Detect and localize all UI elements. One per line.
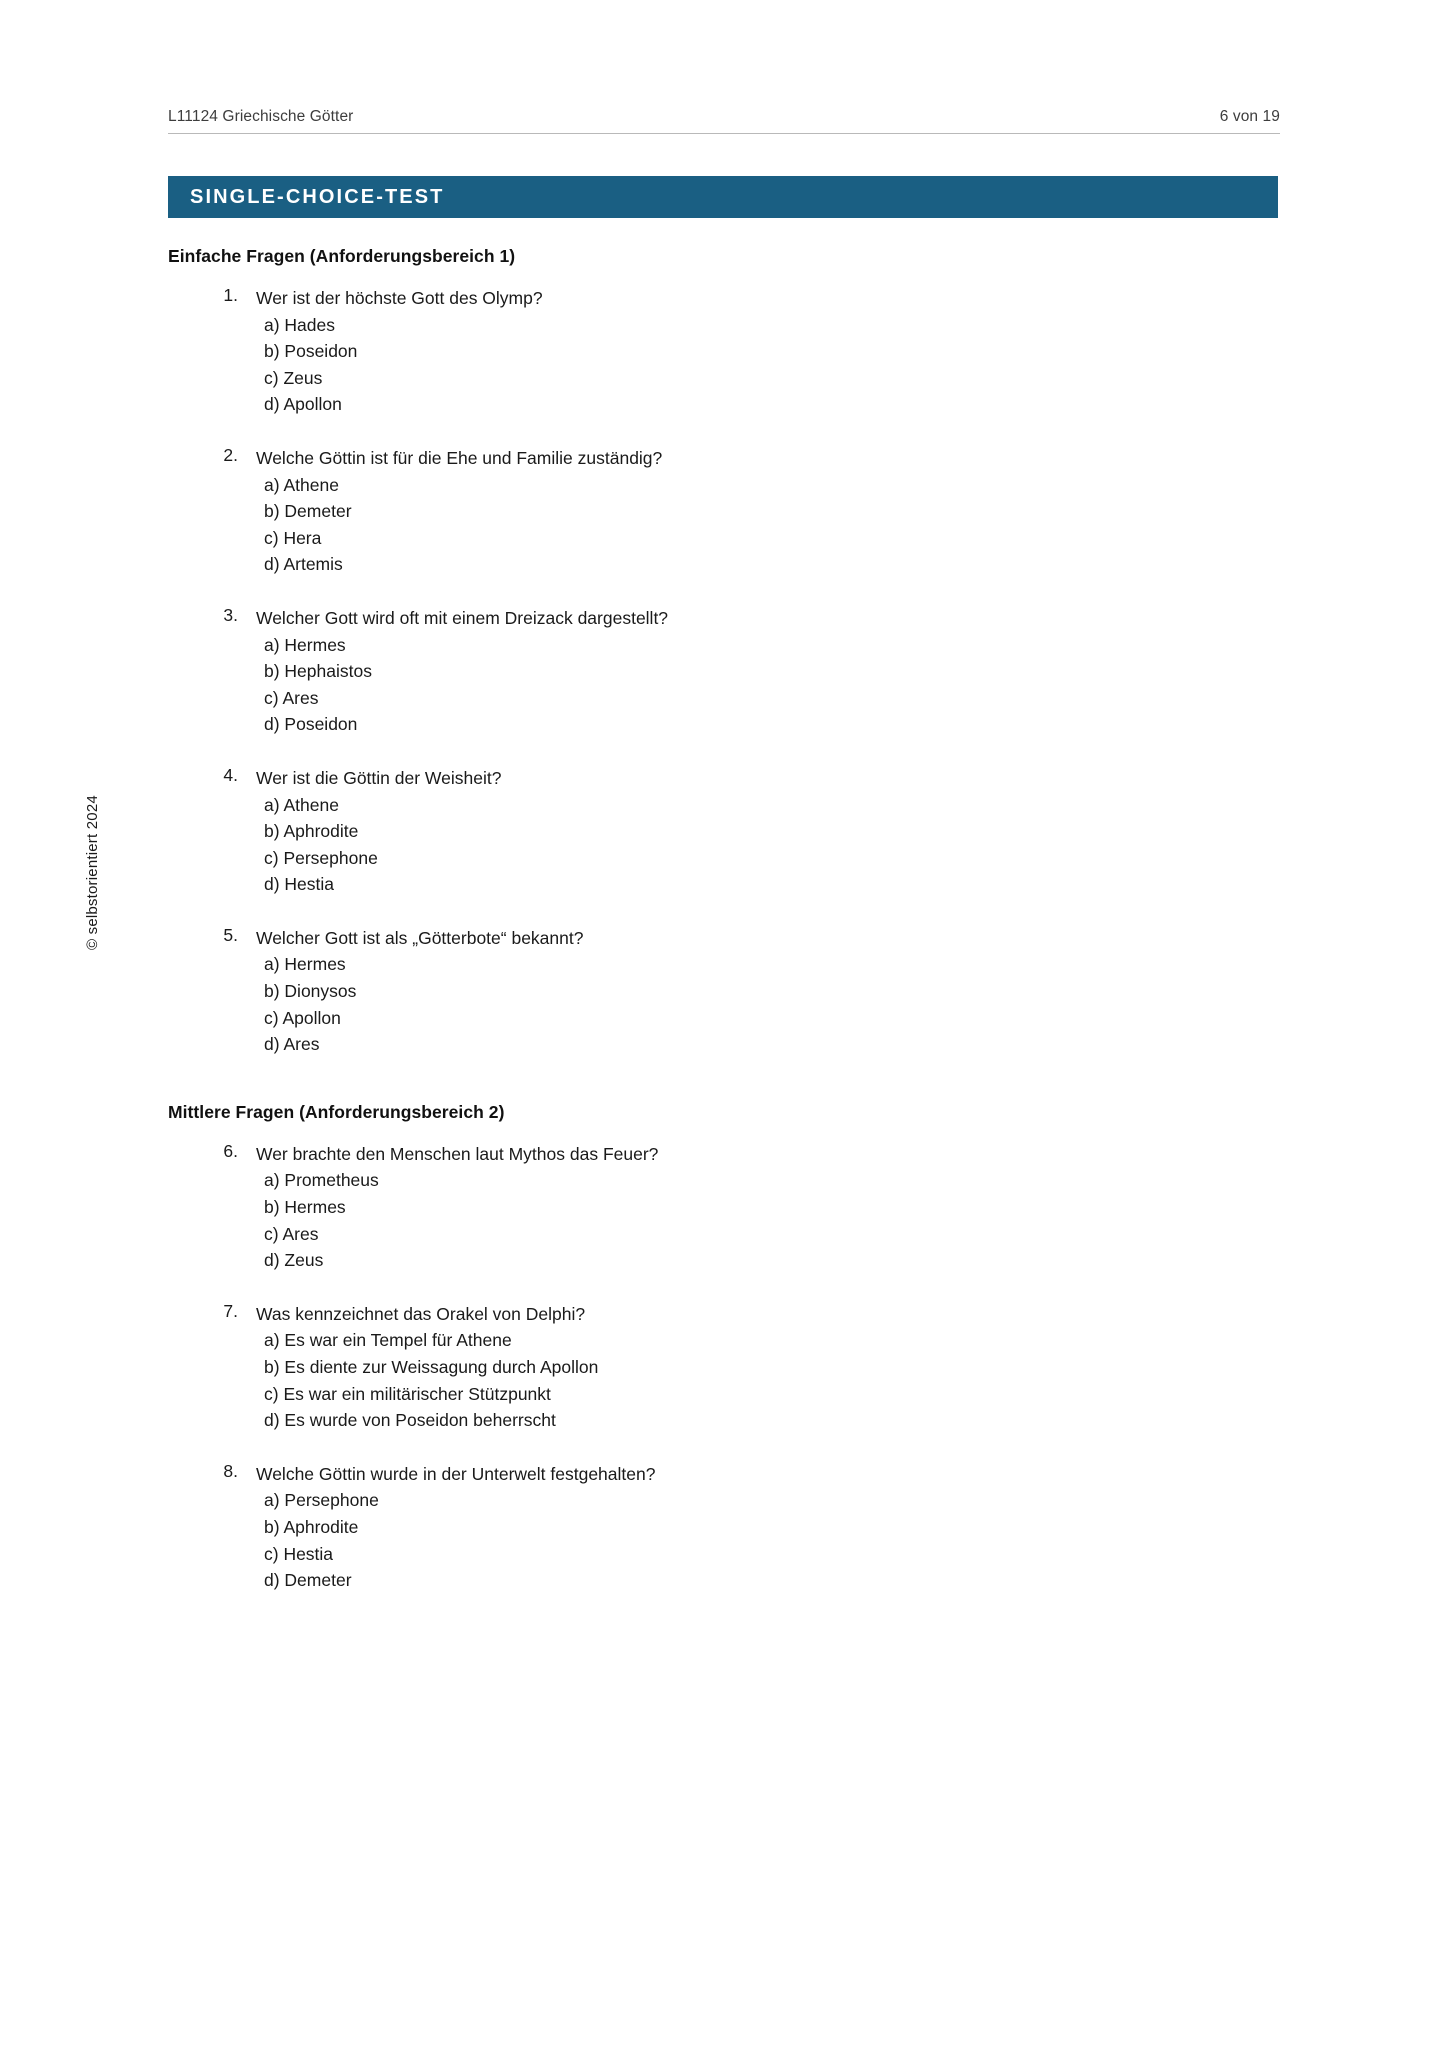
copyright-notice: © selbstorientiert 2024 xyxy=(84,795,101,950)
option-item[interactable]: b) Poseidon xyxy=(264,341,358,362)
page-header xyxy=(168,108,1280,134)
option-item[interactable]: c) Persephone xyxy=(264,847,378,868)
option-item[interactable]: c) Ares xyxy=(264,687,319,708)
question-text: Welche Göttin wurde in der Unterwelt festgehalten? xyxy=(256,1463,656,1484)
question-item xyxy=(168,445,1298,578)
option-item[interactable]: a) Persephone xyxy=(264,1490,379,1511)
option-list xyxy=(256,1327,1298,1433)
option-list xyxy=(256,1487,1298,1593)
option-item[interactable]: c) Zeus xyxy=(264,367,323,388)
question-item xyxy=(168,765,1298,898)
question-number: 1. xyxy=(223,285,238,305)
document-content xyxy=(168,246,1298,1621)
option-item[interactable]: b) Es diente zur Weissagung durch Apollon xyxy=(264,1357,599,1377)
question-number: 4. xyxy=(223,764,238,785)
question-text: Was kennzeichnet das Orakel von Delphi? xyxy=(256,1303,586,1324)
option-item[interactable]: b) Aphrodite xyxy=(264,1516,359,1537)
option-list xyxy=(256,472,1298,578)
option-list xyxy=(256,792,1298,898)
section-einfache-fragen xyxy=(168,246,1298,1058)
option-item[interactable]: d) Demeter xyxy=(264,1570,352,1591)
option-item[interactable]: d) Poseidon xyxy=(264,714,358,735)
option-item[interactable]: d) Ares xyxy=(264,1034,320,1055)
section-title-bar xyxy=(168,176,1278,218)
question-number: 5. xyxy=(223,924,238,945)
option-item[interactable]: a) Prometheus xyxy=(264,1170,379,1191)
option-item[interactable]: a) Hermes xyxy=(264,954,346,975)
option-item[interactable]: c) Hera xyxy=(264,527,322,548)
option-item[interactable]: c) Es war ein militärischer Stützpunkt xyxy=(264,1383,551,1404)
section-mittlere-fragen xyxy=(168,1102,1298,1594)
question-item xyxy=(168,1141,1298,1274)
question-text: Welcher Gott wird oft mit einem Dreizack dargestellt? xyxy=(256,607,669,628)
option-item[interactable]: a) Hermes xyxy=(264,634,346,655)
option-item[interactable]: b) Aphrodite xyxy=(264,821,359,842)
option-list xyxy=(256,1167,1298,1273)
option-item[interactable]: d) Artemis xyxy=(264,554,343,575)
option-item[interactable]: d) Zeus xyxy=(264,1250,324,1271)
option-item[interactable]: a) Athene xyxy=(264,794,339,815)
section-heading: Einfache Fragen (Anforderungsbereich 1) xyxy=(168,246,516,266)
question-item xyxy=(168,925,1298,1058)
question-text: Wer ist der höchste Gott des Olymp? xyxy=(256,288,543,308)
document-code: L11124 Griechische Götter xyxy=(168,108,354,125)
option-item[interactable]: d) Hestia xyxy=(264,874,335,895)
question-item xyxy=(168,605,1298,738)
question-number: 3. xyxy=(223,604,238,625)
question-item xyxy=(168,1461,1298,1594)
question-number: 8. xyxy=(223,1460,238,1481)
option-item[interactable]: b) Demeter xyxy=(264,501,352,522)
option-item[interactable]: b) Hephaistos xyxy=(264,661,372,682)
page-number: 6 von 19 xyxy=(1219,108,1280,125)
option-list xyxy=(256,632,1298,738)
option-item[interactable]: a) Hades xyxy=(264,314,336,335)
page-title: SINGLE-CHOICE-TEST xyxy=(190,185,445,208)
section-heading: Mittlere Fragen (Anforderungsbereich 2) xyxy=(168,1101,505,1122)
option-item[interactable]: d) Apollon xyxy=(264,394,342,415)
question-number: 6. xyxy=(223,1140,238,1161)
question-list xyxy=(168,1141,1298,1594)
option-list xyxy=(256,312,1298,418)
option-item[interactable]: b) Dionysos xyxy=(264,981,357,1002)
question-text: Welche Göttin ist für die Ehe und Familie zuständig? xyxy=(256,447,663,468)
option-item[interactable]: a) Es war ein Tempel für Athene xyxy=(264,1330,512,1351)
question-number: 2. xyxy=(223,444,238,465)
question-list xyxy=(168,285,1298,1058)
question-item xyxy=(168,1301,1298,1434)
option-item[interactable]: c) Ares xyxy=(264,1223,319,1244)
option-item[interactable]: b) Hermes xyxy=(264,1197,346,1218)
question-text: Wer ist die Göttin der Weisheit? xyxy=(256,767,502,788)
option-item[interactable]: a) Athene xyxy=(264,474,339,495)
option-item[interactable]: c) Apollon xyxy=(264,1007,341,1028)
question-number: 7. xyxy=(223,1300,238,1321)
question-item xyxy=(168,285,1298,418)
question-text: Wer brachte den Menschen laut Mythos das Feuer? xyxy=(256,1143,659,1164)
question-text: Welcher Gott ist als „Götterbote“ bekannt? xyxy=(256,927,584,948)
option-list xyxy=(256,951,1298,1057)
option-item[interactable]: c) Hestia xyxy=(264,1543,334,1564)
option-item[interactable]: d) Es wurde von Poseidon beherrscht xyxy=(264,1410,556,1431)
